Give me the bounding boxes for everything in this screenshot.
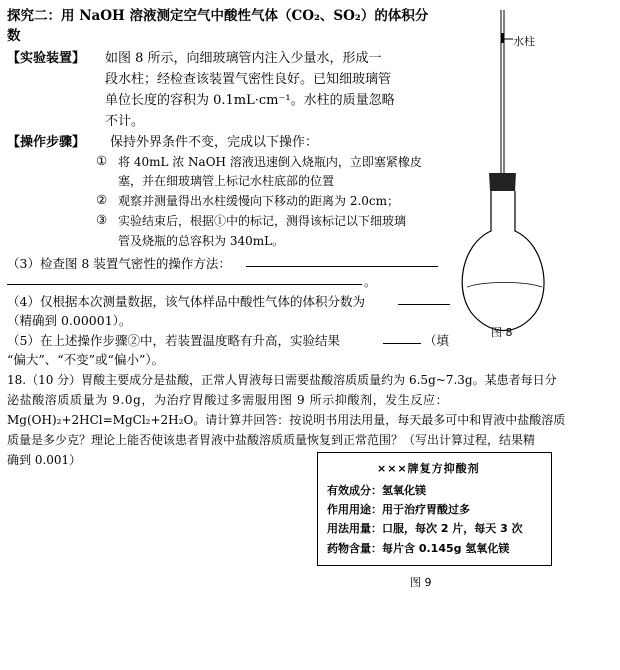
figure8-caption: 图 8 <box>491 326 513 339</box>
problem18-line3: Mg(OH)₂+2HCl=MgCl₂+2H₂O。请计算并回答：按说明书用法用量，每天最多可中和胃液中盐酸溶质 <box>7 413 566 427</box>
step1-line1: 将 40mL 浓 NaOH 溶液迅速倒入烧瓶内，立即塞紧橡皮 <box>118 155 422 169</box>
steps-intro: 保持外界条件不变，完成以下操作： <box>110 135 319 150</box>
step3-line2: 管及烧瓶的总容积为 340mL。 <box>118 234 285 248</box>
question5-line1-end: （填 <box>424 333 450 348</box>
step1-number: ① <box>96 153 108 168</box>
question4-line2: （精确到 0.00001）。 <box>7 313 132 328</box>
figure8-flask-diagram <box>455 5 555 340</box>
figure8-water-label: 水柱 <box>513 35 535 48</box>
apparatus-header: 【实验装置】 <box>7 51 86 66</box>
step2-text: 观察并测量得出水柱缓慢向下移动的距离为 2.0cm； <box>118 194 399 208</box>
question3-prompt: （3）检查图 8 装置气密性的操作方法： <box>7 256 231 271</box>
apparatus-line1: 如图 8 所示，向细玻璃管内注入少量水，形成一 <box>105 51 382 66</box>
problem18-line2: 泌盐酸溶质质量为 9.0g，为治疗胃酸过多需服用图 9 所示抑酸剂，发生反应： <box>7 393 449 407</box>
problem18-line1: 18.（10 分）胃酸主要成分是盐酸，正常人胃液每日需要盐酸溶质质量约为 6.5g~7.3g。某患者每日分 <box>7 373 557 387</box>
apparatus-line4: 不计。 <box>105 114 145 129</box>
figure9-row-content: 药物含量：每片含 0.145g 氢氧化镁 <box>327 542 510 555</box>
step1-line2: 塞，并在细玻璃管上标记水柱底部的位置 <box>118 174 335 188</box>
figure9-row-ingredient: 有效成分：氢氧化镁 <box>327 484 426 497</box>
question3-answer-blank-1[interactable] <box>246 254 438 267</box>
question5-line2: “偏大”、“不变”或“偏小”）。 <box>7 352 165 367</box>
question5-line1: （5）在上述操作步骤②中，若装置温度略有升高，实验结果 <box>7 333 340 348</box>
apparatus-line3: 单位长度的容积为 0.1mL·cm⁻¹。水柱的质量忽略 <box>105 93 395 108</box>
rubber-stopper <box>489 173 516 191</box>
problem18-line4: 质量是多少克？理论上能否使该患者胃液中盐酸溶质质量恢复到正常范围？（写出计算过程，结果精 <box>7 433 536 447</box>
question4-answer-blank[interactable] <box>398 292 450 305</box>
figure9-row-dosage: 用法用量：口服，每次 2 片，每天 3 次 <box>327 522 523 535</box>
round-flask <box>462 191 544 331</box>
step3-number: ③ <box>96 212 108 227</box>
figure9-title: ×××牌复方抑酸剂 <box>377 462 480 475</box>
step3-line1: 实验结束后，根据①中的标记，测得该标记以下细玻璃 <box>118 214 407 228</box>
question3-answer-blank-2[interactable] <box>7 272 362 285</box>
question4-line1: （4）仅根据本次测量数据，该气体样品中酸性气体的体积分数为 <box>7 294 365 309</box>
section-title-line1: 探究二：用 NaOH 溶液测定空气中酸性气体（CO₂、SO₂）的体积分 <box>7 8 429 24</box>
step2-number: ② <box>96 192 108 207</box>
figure9-caption: 图 9 <box>410 576 432 589</box>
steps-header: 【操作步骤】 <box>7 135 86 150</box>
question3-end: 。 <box>364 274 377 289</box>
question5-answer-blank[interactable] <box>383 331 421 344</box>
figure9-row-usage: 作用用途：用于治疗胃酸过多 <box>327 503 470 516</box>
apparatus-line2: 段水柱；经检查该装置气密性良好。已知细玻璃管 <box>105 72 392 87</box>
section-title-line2: 数 <box>7 28 21 44</box>
water-column <box>501 33 504 43</box>
problem18-line5: 确到 0.001） <box>7 453 82 467</box>
